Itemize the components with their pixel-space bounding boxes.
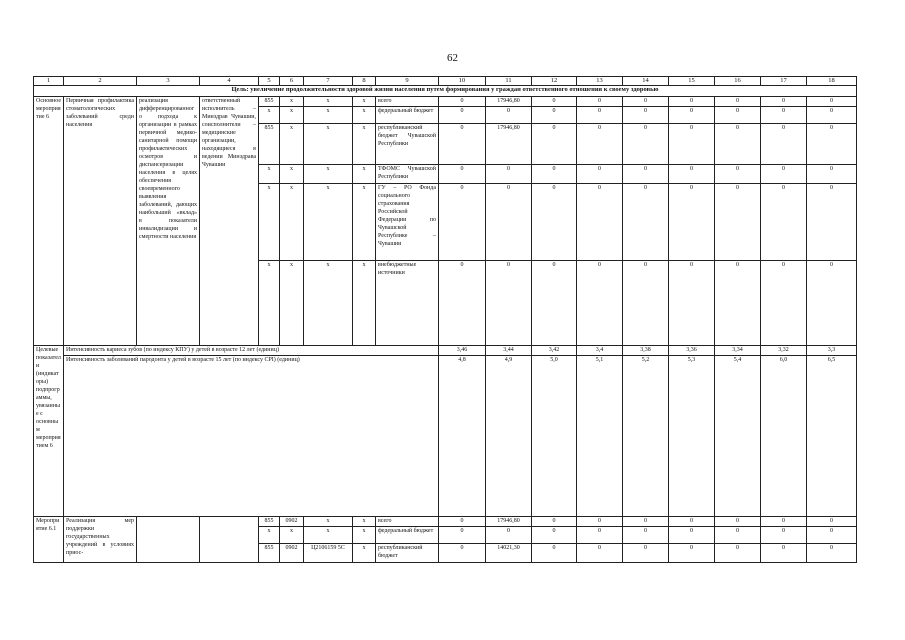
year-value: 0 <box>577 184 623 261</box>
year-value: 0 <box>439 107 486 124</box>
year-value: 0 <box>486 107 532 124</box>
code-expense-type: x <box>353 527 376 544</box>
column-number: 16 <box>715 77 761 86</box>
year-value: 0 <box>807 517 857 527</box>
column-number: 18 <box>807 77 857 86</box>
year-value: 0 <box>669 184 715 261</box>
event-executor: ответственный исполнитель – Минздрав Чувашии, соисполнители – медицинские организации, находящиеся в ведении Минздрава Чувашии <box>200 97 259 346</box>
indicator-value: 5,0 <box>532 356 577 517</box>
indicator-value: 5,3 <box>669 356 715 517</box>
code-expense-type: x <box>353 184 376 261</box>
year-value: 0 <box>439 261 486 346</box>
year-value: 0 <box>623 517 669 527</box>
year-value: 0 <box>532 544 577 563</box>
year-value: 0 <box>623 165 669 184</box>
year-value: 0 <box>761 165 807 184</box>
year-value: 0 <box>577 544 623 563</box>
funding-source: республиканский бюджет Чувашской Республики <box>376 124 439 165</box>
year-value: 0 <box>807 124 857 165</box>
year-value: 0 <box>532 165 577 184</box>
code-grbs: x <box>259 261 280 346</box>
funding-source: федеральный бюджет <box>376 527 439 544</box>
indicator-value: 3,4 <box>577 346 623 356</box>
column-number: 15 <box>669 77 715 86</box>
year-value: 0 <box>715 261 761 346</box>
indicator-value: 3,32 <box>761 346 807 356</box>
year-value: 0 <box>577 165 623 184</box>
code-section: x <box>280 184 304 261</box>
indicator-value: 3,46 <box>439 346 486 356</box>
funding-source: республиканский бюджет <box>376 544 439 563</box>
indicator-value: 3,34 <box>715 346 761 356</box>
code-expense-type: x <box>353 544 376 563</box>
code-expense-type: x <box>353 165 376 184</box>
year-value: 0 <box>439 124 486 165</box>
column-number: 8 <box>353 77 376 86</box>
code-expense-type: x <box>353 97 376 107</box>
code-target-item: x <box>304 261 353 346</box>
funding-source: внебюджетные источники <box>376 261 439 346</box>
column-number: 17 <box>761 77 807 86</box>
year-value: 0 <box>669 165 715 184</box>
code-target-item: x <box>304 124 353 165</box>
year-value: 0 <box>669 97 715 107</box>
year-value: 0 <box>669 107 715 124</box>
column-number: 5 <box>259 77 280 86</box>
year-value: 0 <box>761 517 807 527</box>
year-value: 0 <box>715 107 761 124</box>
year-value: 0 <box>715 165 761 184</box>
column-number: 7 <box>304 77 353 86</box>
year-value: 0 <box>532 261 577 346</box>
code-target-item: x <box>304 184 353 261</box>
code-target-item: x <box>304 527 353 544</box>
year-value: 0 <box>532 124 577 165</box>
year-value: 0 <box>669 527 715 544</box>
year-value: 0 <box>577 107 623 124</box>
event-description <box>137 517 200 563</box>
year-value: 0 <box>439 544 486 563</box>
code-section: x <box>280 261 304 346</box>
year-value: 0 <box>715 124 761 165</box>
code-target-item: x <box>304 165 353 184</box>
code-grbs: 855 <box>259 124 280 165</box>
year-value: 0 <box>623 97 669 107</box>
code-target-item: x <box>304 517 353 527</box>
year-value: 0 <box>807 107 857 124</box>
column-number: 1 <box>34 77 64 86</box>
indicator-value: 5,1 <box>577 356 623 517</box>
page-number: 62 <box>447 52 458 64</box>
year-value: 0 <box>439 527 486 544</box>
year-value: 0 <box>486 165 532 184</box>
year-value: 0 <box>532 184 577 261</box>
year-value: 17946,80 <box>486 97 532 107</box>
year-value: 0 <box>669 124 715 165</box>
event-description: реализация дифференцированного подхода к организации в рамках первичной медико-санитарной помощи профилактических осмотров и диспансеризации населения в целях обеспечения своевременного выявления заболеваний, дающих наибольший «вклад» в показатели инвалидизации и смертности населения <box>137 97 200 346</box>
year-value: 0 <box>807 527 857 544</box>
year-value: 0 <box>623 184 669 261</box>
code-target-item: x <box>304 107 353 124</box>
goal-text: Цель: увеличение продолжительности здоровой жизни населения путем формирования у граждан ответственного отношения к своему здоровью <box>34 86 857 97</box>
funding-source: федеральный бюджет <box>376 107 439 124</box>
code-section: x <box>280 97 304 107</box>
goal-row <box>34 86 857 97</box>
code-expense-type: x <box>353 517 376 527</box>
indicator-value: 3,44 <box>486 346 532 356</box>
code-section: x <box>280 165 304 184</box>
indicator-value: 6,5 <box>807 356 857 517</box>
year-value: 0 <box>439 184 486 261</box>
year-value: 0 <box>807 544 857 563</box>
year-value: 17946,80 <box>486 124 532 165</box>
year-value: 0 <box>532 527 577 544</box>
event-name: Реализация мер поддержки государственных учреждений в условиях приос- <box>64 517 137 563</box>
year-value: 0 <box>807 184 857 261</box>
indicator-value: 4,9 <box>486 356 532 517</box>
year-value: 0 <box>715 544 761 563</box>
table-row <box>34 517 857 527</box>
year-value: 0 <box>623 124 669 165</box>
code-target-item: Ц2106159 5С <box>304 544 353 563</box>
year-value: 0 <box>532 97 577 107</box>
indicator-value: 6,0 <box>761 356 807 517</box>
code-section: 0902 <box>280 544 304 563</box>
indicator-value: 3,42 <box>532 346 577 356</box>
code-section: 0902 <box>280 517 304 527</box>
year-value: 0 <box>669 261 715 346</box>
funding-source: всего <box>376 517 439 527</box>
year-value: 0 <box>669 544 715 563</box>
year-value: 0 <box>761 124 807 165</box>
year-value: 0 <box>486 184 532 261</box>
target-row <box>34 356 857 517</box>
year-value: 17946,80 <box>486 517 532 527</box>
column-number: 14 <box>623 77 669 86</box>
year-value: 0 <box>761 527 807 544</box>
year-value: 0 <box>807 165 857 184</box>
code-section: x <box>280 124 304 165</box>
year-value: 0 <box>715 97 761 107</box>
code-expense-type: x <box>353 261 376 346</box>
year-value: 0 <box>761 184 807 261</box>
year-value: 0 <box>577 124 623 165</box>
year-value: 0 <box>715 184 761 261</box>
code-grbs: 855 <box>259 517 280 527</box>
indicator-name: Интенсивность кариеса зубов (по индексу КПУ) у детей в возрасте 12 лет (единиц) <box>64 346 439 356</box>
funding-source: ТФОМС Чувашской Республики <box>376 165 439 184</box>
column-number: 3 <box>137 77 200 86</box>
column-number: 13 <box>577 77 623 86</box>
code-expense-type: x <box>353 107 376 124</box>
column-number: 9 <box>376 77 439 86</box>
budget-table <box>33 76 857 563</box>
table-row <box>34 97 857 107</box>
target-row <box>34 346 857 356</box>
year-value: 0 <box>486 261 532 346</box>
year-value: 0 <box>761 544 807 563</box>
column-number-row <box>34 77 857 86</box>
year-value: 0 <box>761 107 807 124</box>
year-value: 0 <box>439 97 486 107</box>
indicator-name: Интенсивность заболеваний пародонта у детей в возрасте 15 лет (по индексу СРI) (единиц) <box>64 356 439 517</box>
indicator-value: 5,2 <box>623 356 669 517</box>
code-grbs: 855 <box>259 97 280 107</box>
code-grbs: x <box>259 165 280 184</box>
year-value: 0 <box>577 261 623 346</box>
indicator-value: 3,36 <box>669 346 715 356</box>
indicator-value: 5,4 <box>715 356 761 517</box>
code-grbs: x <box>259 184 280 261</box>
year-value: 0 <box>577 527 623 544</box>
year-value: 14021,30 <box>486 544 532 563</box>
column-number: 6 <box>280 77 304 86</box>
event-label: Основное мероприятие 6 <box>34 97 64 346</box>
year-value: 0 <box>623 544 669 563</box>
code-grbs: x <box>259 107 280 124</box>
year-value: 0 <box>439 165 486 184</box>
column-number: 2 <box>64 77 137 86</box>
year-value: 0 <box>577 97 623 107</box>
indicator-value: 3,38 <box>623 346 669 356</box>
code-grbs: x <box>259 527 280 544</box>
code-grbs: 855 <box>259 544 280 563</box>
column-number: 10 <box>439 77 486 86</box>
year-value: 0 <box>715 527 761 544</box>
code-section: x <box>280 107 304 124</box>
targets-label: Целевые показатели (индикаторы) подпрограммы, увязанные с основным мероприятием 6 <box>34 346 64 517</box>
year-value: 0 <box>807 97 857 107</box>
year-value: 0 <box>761 97 807 107</box>
event-executor <box>200 517 259 563</box>
funding-source: всего <box>376 97 439 107</box>
year-value: 0 <box>486 527 532 544</box>
year-value: 0 <box>807 261 857 346</box>
year-value: 0 <box>623 107 669 124</box>
column-number: 11 <box>486 77 532 86</box>
year-value: 0 <box>623 261 669 346</box>
year-value: 0 <box>623 527 669 544</box>
year-value: 0 <box>532 517 577 527</box>
year-value: 0 <box>532 107 577 124</box>
event-label: Мероприятие 6.1 <box>34 517 64 563</box>
year-value: 0 <box>439 517 486 527</box>
year-value: 0 <box>577 517 623 527</box>
code-expense-type: x <box>353 124 376 165</box>
funding-source: ГУ – РО Фонда социального страхования Российской Федерации по Чувашской Республике – Чувашии <box>376 184 439 261</box>
indicator-value: 4,8 <box>439 356 486 517</box>
code-target-item: x <box>304 97 353 107</box>
year-value: 0 <box>715 517 761 527</box>
code-section: x <box>280 527 304 544</box>
column-number: 12 <box>532 77 577 86</box>
event-name: Первичная профилактика стоматологических заболеваний среди населения <box>64 97 137 346</box>
column-number: 4 <box>200 77 259 86</box>
indicator-value: 3,3 <box>807 346 857 356</box>
year-value: 0 <box>669 517 715 527</box>
year-value: 0 <box>761 261 807 346</box>
